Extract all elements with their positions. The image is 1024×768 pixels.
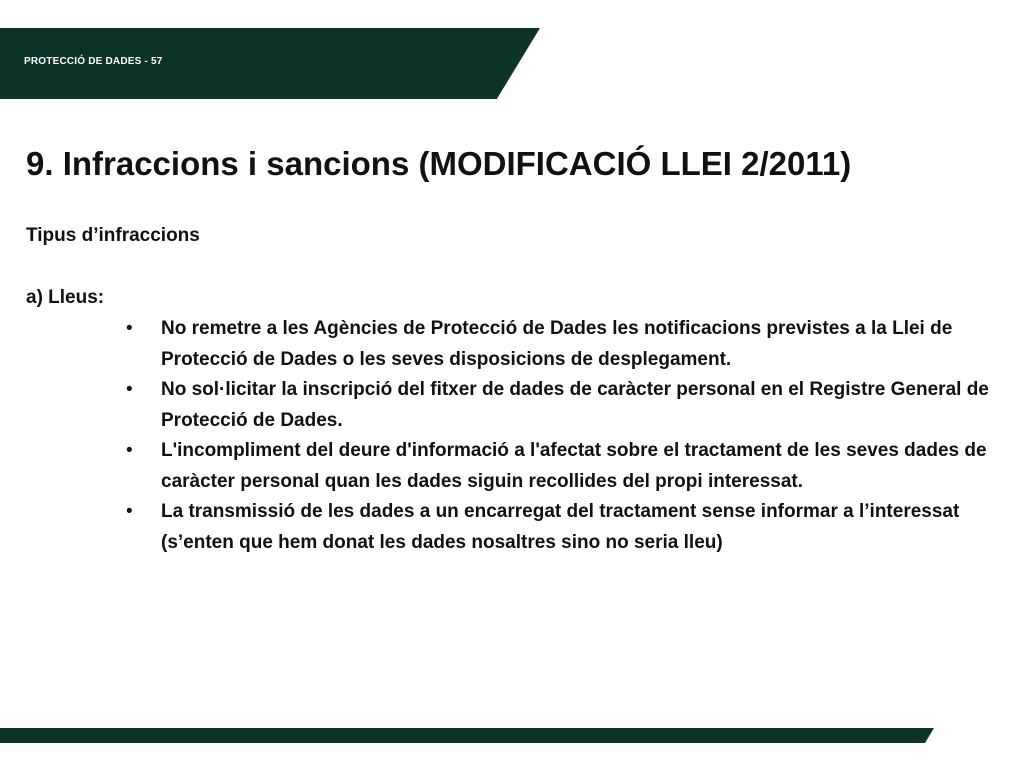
footer-band xyxy=(0,728,934,743)
list-item xyxy=(126,497,1006,558)
bullet-list xyxy=(126,314,1006,558)
slide-title: 9. Infraccions i sancions (MODIFICACIÓ LLEI 2/2011) xyxy=(26,145,852,182)
list-item-text: La transmissió de les dades a un encarregat del tractament sense informar a l’interessat (s’enten que hem donat les dades nosaltres sino no seria lleu) xyxy=(161,501,960,553)
subheading: Tipus d’infraccions xyxy=(26,225,200,246)
header-label: PROTECCIÓ DE DADES - 57 xyxy=(24,56,163,67)
list-item xyxy=(126,314,1006,375)
list-item-text: No remetre a les Agències de Protecció de Dades les notificacions previstes a la Llei de Protecció de Dades o les seves disposicions de desplegament. xyxy=(161,318,953,370)
bullet-icon: • xyxy=(126,501,133,522)
section-label: a) Lleus: xyxy=(26,287,105,308)
bullet-icon: • xyxy=(126,379,133,400)
bullet-icon: • xyxy=(126,440,133,461)
list-item-text: L'incompliment del deure d'informació a l'afectat sobre el tractament de les seves dades de caràcter personal quan les dades siguin recollides del propi interessat. xyxy=(161,440,987,492)
list-item xyxy=(126,375,1006,436)
bullet-icon: • xyxy=(126,318,133,339)
list-item-text: No sol·licitar la inscripció del fitxer de dades de caràcter personal en el Registre General de Protecció de Dades. xyxy=(161,379,989,431)
list-item xyxy=(126,436,1006,497)
